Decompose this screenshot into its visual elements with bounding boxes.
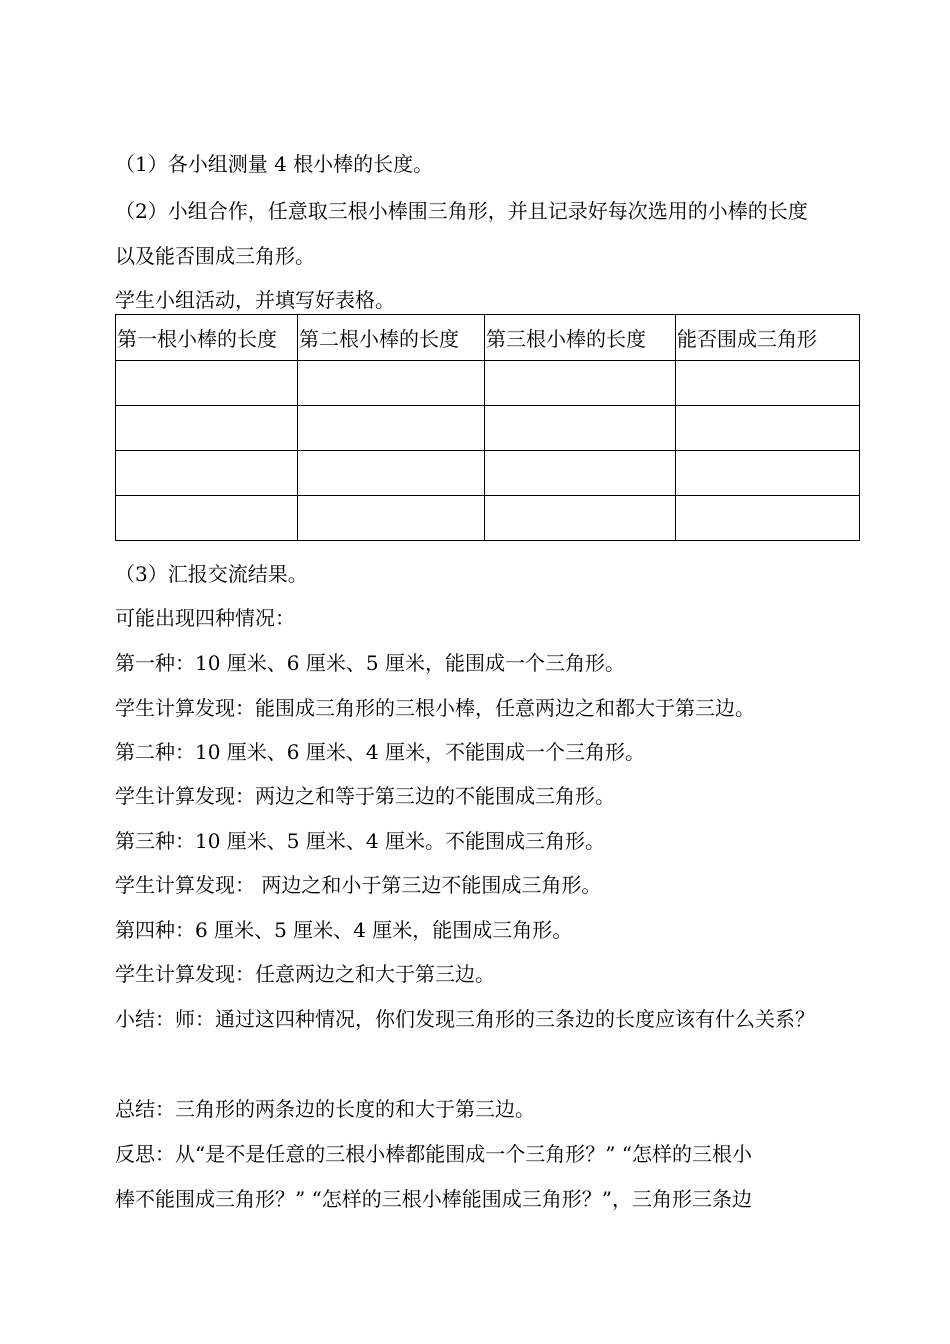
reflection-line1: 反思：从“是不是任意的三根小棒都能围成一个三角形？” “怎样的三根小 [115, 1142, 753, 1166]
step-2-text-line2: 以及能否围成三角形。 [115, 244, 315, 268]
table-cell[interactable] [485, 496, 676, 541]
table-cell[interactable] [676, 451, 860, 496]
case-2-text: 第二种：10 厘米、6 厘米、4 厘米，不能围成一个三角形。 [115, 740, 645, 764]
activity-text: 学生小组活动，并填写好表格。 [115, 288, 395, 312]
table-cell[interactable] [676, 361, 860, 406]
finding-3-text: 学生计算发现： 两边之和小于第三边不能围成三角形。 [115, 873, 602, 897]
step-2-text-line1: （2）小组合作，任意取三根小棒围三角形，并且记录好每次选用的小棒的长度 [115, 199, 808, 223]
header-third-stick: 第三根小棒的长度 [485, 315, 676, 361]
finding-2-text: 学生计算发现：两边之和等于第三边的不能围成三角形。 [115, 784, 615, 808]
table-cell[interactable] [116, 496, 298, 541]
reflection-line2: 棒不能围成三角形？” “怎样的三根小棒能围成三角形？”，三角形三条边 [115, 1187, 753, 1211]
table-row [116, 406, 860, 451]
table-cell[interactable] [485, 361, 676, 406]
table-row [116, 361, 860, 406]
header-can-form-triangle: 能否围成三角形 [676, 315, 860, 361]
header-second-stick: 第二根小棒的长度 [298, 315, 485, 361]
finding-4-text: 学生计算发现：任意两边之和大于第三边。 [115, 962, 495, 986]
table-cell[interactable] [676, 496, 860, 541]
step-3-text: （3）汇报交流结果。 [115, 562, 308, 586]
conclusion-text: 总结：三角形的两条边的长度的和大于第三边。 [115, 1097, 535, 1121]
case-3-text: 第三种：10 厘米、5 厘米、4 厘米。不能围成三角形。 [115, 829, 605, 853]
table-cell[interactable] [298, 361, 485, 406]
step-1-text: （1）各小组测量 4 根小棒的长度。 [115, 152, 434, 176]
table-cell[interactable] [116, 406, 298, 451]
table-cell[interactable] [298, 406, 485, 451]
cases-intro: 可能出现四种情况： [115, 606, 295, 630]
finding-1-text: 学生计算发现：能围成三角形的三根小棒，任意两边之和都大于第三边。 [115, 696, 755, 720]
table-row [116, 451, 860, 496]
table-cell[interactable] [485, 406, 676, 451]
table-cell[interactable] [485, 451, 676, 496]
table-header-row [116, 315, 860, 361]
table-cell[interactable] [298, 451, 485, 496]
record-table [115, 314, 860, 541]
case-1-text: 第一种：10 厘米、6 厘米、5 厘米，能围成一个三角形。 [115, 651, 625, 675]
header-first-stick: 第一根小棒的长度 [116, 315, 298, 361]
table-cell[interactable] [676, 406, 860, 451]
table-row [116, 496, 860, 541]
table-cell[interactable] [116, 361, 298, 406]
table-cell[interactable] [298, 496, 485, 541]
summary-question: 小结：师：通过这四种情况，你们发现三角形的三条边的长度应该有什么关系？ [115, 1007, 815, 1031]
table-cell[interactable] [116, 451, 298, 496]
case-4-text: 第四种：6 厘米、5 厘米、4 厘米，能围成三角形。 [115, 918, 573, 942]
